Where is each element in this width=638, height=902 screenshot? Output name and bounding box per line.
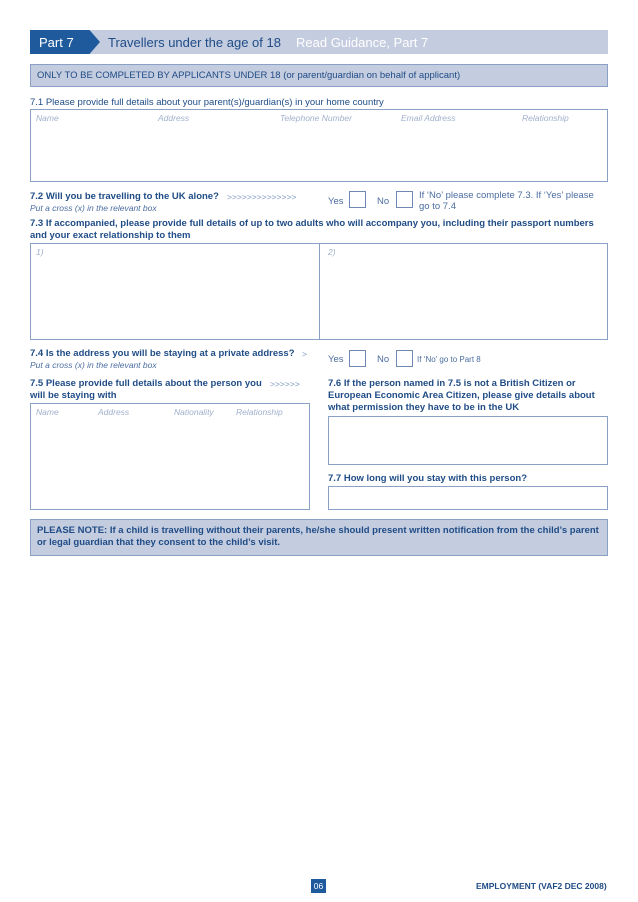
question-7-6-label: 7.6 If the person named in 7.5 is not a British Citizen or European Economic Area Citizen, please give details about what permission they have to be in the UK [328, 378, 595, 413]
question-7-3-label: 7.3 If accompanied, please provide full details of up to two adults who will accompany you, including their passport numbers and your exact relationship to them [30, 218, 594, 241]
under-18-banner-text: ONLY TO BE COMPLETED BY APPLICANTS UNDER 18 (or parent/guardian on behalf of applicant) [37, 70, 461, 81]
host-permission-field[interactable] [328, 416, 608, 465]
companion-2-field[interactable] [319, 243, 608, 340]
q7-2-yes-checkbox[interactable] [349, 191, 366, 208]
question-7-4-arrow: > [302, 349, 307, 359]
host-column-relationship: Relationship [236, 407, 283, 417]
q7-2-instruction: If ‘No’ please complete 7.3. If ‘Yes’ please go to 7.4 [419, 190, 594, 212]
question-7-4-label: 7.4 Is the address you will be staying at a private address? [30, 348, 295, 359]
please-note-text: PLEASE NOTE: If a child is travelling without their parents, he/she should present written notification from the child’s parent or legal guardian that they consent to the child’s visit. [37, 525, 599, 548]
question-7-1-label: 7.1 Please provide full details about your parent(s)/guardian(s) in your home country [30, 97, 384, 108]
column-telephone: Telephone Number [280, 113, 352, 123]
q7-4-instruction: If ‘No’ go to Part 8 [417, 355, 481, 364]
q7-4-yes-checkbox[interactable] [349, 350, 366, 367]
host-column-name: Name [36, 407, 59, 417]
part-title: Travellers under the age of 18 [108, 35, 281, 50]
question-7-5-arrows: >>>>>> [270, 379, 300, 389]
companion-2-number: 2) [328, 247, 336, 257]
column-relationship: Relationship [522, 113, 569, 123]
page-number: 06 [313, 881, 324, 891]
question-7-5-label: 7.5 Please provide full details about the person you [30, 378, 262, 389]
q7-4-no-label: No [377, 354, 390, 365]
q7-2-no-label: No [377, 196, 390, 207]
host-details-field[interactable] [30, 403, 310, 510]
q7-2-yes-label: Yes [328, 196, 344, 207]
column-address: Address [158, 113, 190, 123]
column-email: Email Address [401, 113, 456, 123]
question-7-5-label-2: will be staying with [30, 390, 117, 401]
column-name: Name [36, 113, 59, 123]
question-7-7-label: 7.7 How long will you stay with this person? [328, 473, 527, 484]
host-column-address: Address [98, 407, 130, 417]
part-label: Part 7 [39, 35, 74, 50]
q7-2-no-checkbox[interactable] [396, 191, 413, 208]
question-7-2-label: 7.2 Will you be travelling to the UK alone? [30, 191, 219, 202]
q7-4-yes-label: Yes [328, 354, 344, 365]
q7-4-no-checkbox[interactable] [396, 350, 413, 367]
question-7-2-hint: Put a cross (x) in the relevant box [30, 203, 157, 213]
question-7-2-arrows: >>>>>>>>>>>>>> [227, 192, 297, 202]
stay-duration-field[interactable] [328, 486, 608, 510]
form-reference: EMPLOYMENT (VAF2 DEC 2008) [476, 881, 607, 891]
companion-1-number: 1) [36, 247, 44, 257]
guidance-link[interactable]: Read Guidance, Part 7 [296, 35, 429, 50]
companion-1-field[interactable] [30, 243, 320, 340]
host-column-nationality: Nationality [174, 407, 214, 417]
question-7-4-hint: Put a cross (x) in the relevant box [30, 360, 157, 370]
